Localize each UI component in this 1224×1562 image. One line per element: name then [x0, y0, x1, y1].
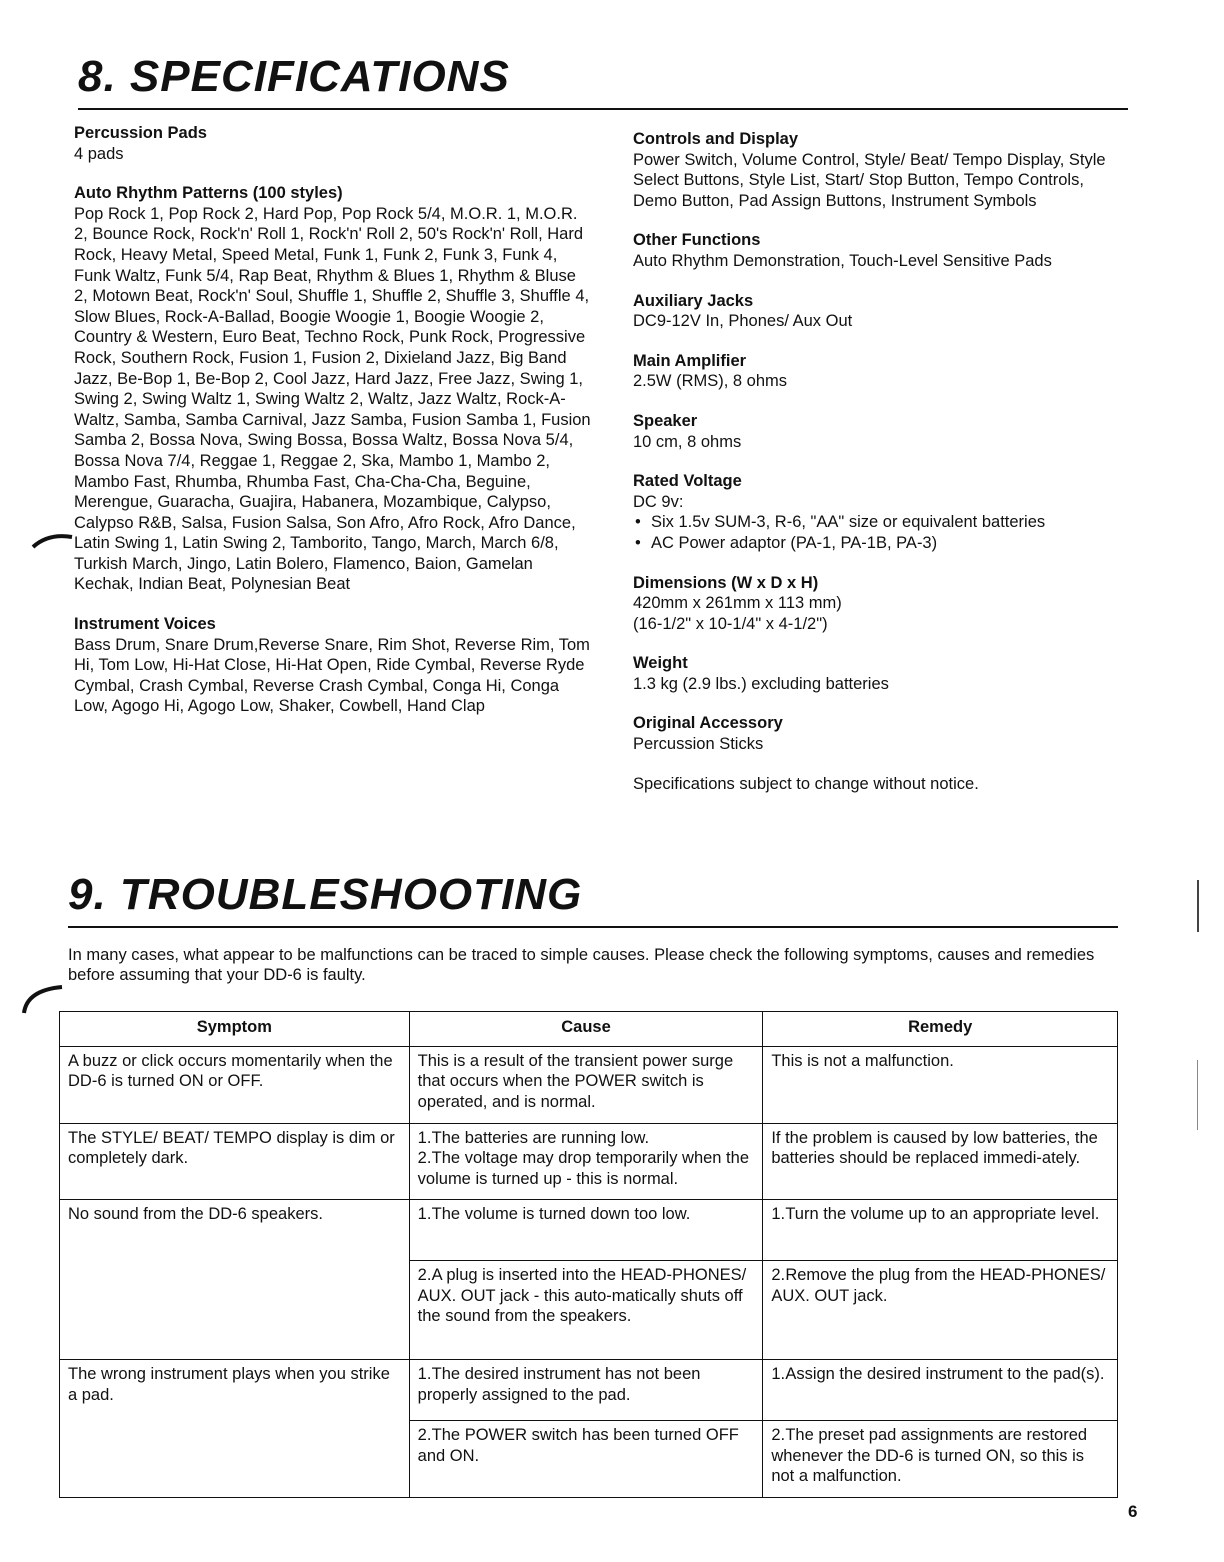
item-text: A plug is inserted into the HEAD-PHONES/ AUX. OUT jack - this auto-matically shuts off the sound from the speakers. [417, 1266, 747, 1325]
remedy-cell: If the problem is caused by low batteries, the batteries should be replaced immedi-ately. [763, 1123, 1118, 1200]
spec-notice: Specifications subject to change without notice. [633, 774, 979, 793]
spec-speaker [633, 411, 1123, 452]
spec-value: 420mm x 261mm x 113 mm) [633, 594, 842, 613]
spec-label: Auto Rhythm Patterns (100 styles) [74, 184, 343, 203]
spec-value: Percussion Sticks [633, 735, 764, 754]
table-row [60, 1046, 1118, 1123]
specs-left-column [74, 123, 594, 736]
spec-value: Power Switch, Volume Control, Style/ Beat/ Tempo Display, Style Select Buttons, Style List, Start/ Stop Button, Tempo Controls, Demo Button, Pad Assign Buttons, Instrument Symbols [633, 150, 1106, 210]
symptom-cell: No sound from the DD-6 speakers. [60, 1200, 410, 1360]
cause-cell [409, 1360, 763, 1421]
cause-cell [409, 1123, 763, 1200]
item-text: The desired instrument has not been properly assigned to the pad. [417, 1365, 701, 1404]
spec-value: DC 9v: [633, 492, 684, 511]
list-item: • Six 1.5v SUM-3, R-6, "AA" size or equivalent batteries [633, 512, 1123, 533]
specifications-heading: 8. SPECIFICATIONS [78, 52, 510, 101]
header-symptom: Symptom [60, 1012, 410, 1047]
spec-label: Controls and Display [633, 130, 799, 148]
item-text: The POWER switch has been turned OFF and ON. [417, 1426, 739, 1465]
heading-rule [78, 108, 1128, 110]
spec-label: Main Amplifier [633, 351, 747, 370]
spec-rated-voltage [633, 471, 1123, 553]
spec-percussion-pads [74, 123, 594, 164]
spec-value: DC9-12V In, Phones/ Aux Out [633, 312, 853, 331]
item-text: The batteries are running low. [431, 1128, 650, 1147]
table-header-row [60, 1012, 1118, 1047]
scan-mark-icon [18, 983, 66, 1019]
item-number: 2. [417, 1266, 432, 1284]
spec-dimensions [633, 573, 1123, 635]
remedy-cell [763, 1360, 1118, 1421]
spec-label: Instrument Voices [74, 615, 216, 634]
spec-value: 2.5W (RMS), 8 ohms [633, 372, 788, 391]
item-number: 1. [771, 1365, 786, 1383]
spec-label: Weight [633, 654, 688, 673]
spec-label: Dimensions (W x D x H) [633, 573, 819, 592]
remedy-cell [763, 1261, 1118, 1360]
remedy-cell [763, 1421, 1118, 1498]
spec-other-functions [633, 230, 1123, 271]
spec-label: Speaker [633, 411, 698, 430]
item-text: The voltage may drop temporarily when the volume is turned up - this is normal. [417, 1149, 749, 1188]
list-item: • AC Power adaptor (PA-1, PA-1B, PA-3) [633, 533, 1123, 554]
list-item [418, 1148, 755, 1189]
table-row [60, 1360, 1118, 1421]
item-number: 1. [417, 1205, 432, 1223]
item-text: The volume is turned down too low. [431, 1205, 691, 1223]
spec-label: Auxiliary Jacks [633, 291, 754, 310]
spec-main-amplifier [633, 351, 1123, 392]
specs-right-column [633, 129, 1123, 794]
item-number: 2. [771, 1266, 786, 1284]
item-text: Turn the volume up to an appropriate level. [785, 1205, 1100, 1223]
symptom-cell: The STYLE/ BEAT/ TEMPO display is dim or completely dark. [60, 1123, 410, 1200]
spec-value: 4 pads [74, 144, 124, 163]
item-number: 1. [417, 1128, 432, 1147]
item-text: Remove the plug from the HEAD-PHONES/ AUX. OUT jack. [771, 1266, 1106, 1305]
spec-value: 10 cm, 8 ohms [633, 432, 742, 451]
item-number: 2. [771, 1426, 786, 1444]
scan-edge-line [1197, 1060, 1198, 1130]
spec-label: Other Functions [633, 231, 761, 250]
table-row [60, 1200, 1118, 1261]
item-text: The preset pad assignments are restored whenever the DD-6 is turned ON, so this is not a malfunction. [771, 1426, 1088, 1485]
page-number: 6 [1128, 1502, 1138, 1521]
header-cause: Cause [409, 1012, 763, 1047]
spec-label: Original Accessory [633, 714, 783, 733]
spec-auto-rhythm-patterns [74, 183, 594, 595]
troubleshooting-heading: 9. TROUBLESHOOTING [68, 870, 583, 919]
troubleshooting-table [59, 1011, 1118, 1498]
spec-label: Percussion Pads [74, 124, 207, 142]
cause-cell [409, 1261, 763, 1360]
item-number: 1. [417, 1365, 432, 1383]
item-number: 1. [771, 1205, 786, 1223]
scan-mark-icon [30, 532, 74, 558]
cause-cell: This is a result of the transient power surge that occurs when the POWER switch is operated, and is normal. [409, 1046, 763, 1123]
spec-value: Auto Rhythm Demonstration, Touch-Level Sensitive Pads [633, 251, 1052, 270]
remedy-cell: This is not a malfunction. [763, 1046, 1118, 1123]
symptom-cell: The wrong instrument plays when you strike a pad. [60, 1360, 410, 1498]
scan-edge-line [1197, 880, 1199, 932]
header-remedy: Remedy [763, 1012, 1118, 1047]
list-item [418, 1128, 755, 1149]
spec-value: (16-1/2" x 10-1/4" x 4-1/2") [633, 614, 828, 633]
spec-instrument-voices [74, 614, 594, 717]
voltage-list [633, 512, 1123, 553]
remedy-cell [763, 1200, 1118, 1261]
item-number: 2. [417, 1149, 432, 1167]
symptom-cell: A buzz or click occurs momentarily when the DD-6 is turned ON or OFF. [60, 1046, 410, 1123]
heading-rule [68, 926, 1118, 928]
spec-original-accessory [633, 713, 1123, 754]
cause-cell [409, 1200, 763, 1261]
spec-value: Pop Rock 1, Pop Rock 2, Hard Pop, Pop Rock 5/4, M.O.R. 1, M.O.R. 2, Bounce Rock, Rock'n' Roll 1, Rock'n' Roll 2, 50's Rock'n' Roll, Hard Rock, Heavy Metal, Speed Metal, Funk 1, Funk 2, Funk 3, Funk 4, Funk Waltz, Funk 5/4, Rap Beat, Rhythm & Blues 1, Rhythm & Bluse 2, Motown Beat, Rock'n' Soul, Shuffle 1, Shuffle 2, Shuffle 3, Shuffle 4, Slow Blues, Rock-A-Ballad, Boogie Woogie 1, Boogie Woogie 2, Country & Western, Euro Beat, Techno Rock, Punk Rock, Progressive Rock, Southern Rock, Fusion 1, Fusion 2, Dixieland Jazz, Big Band Jazz, Be-Bop 1, Be-Bop 2, Cool Jazz, Hard Jazz, Free Jazz, Swing 1, Swing 2, Swing Waltz 1, Swing Waltz 2, Waltz, Jazz Waltz, Rock-A-Waltz, Samba, Samba Carnival, Jazz Samba, Fusion Samba 1, Fusion Samba 2, Bossa Nova, Swing Bossa, Bossa Waltz, Bossa Nova 5/4, Bossa Nova 7/4, Reggae 1, Reggae 2, Ska, Mambo 1, Mambo 2, Mambo Fast, Rhumba, Rhumba Fast, Cha-Cha-Cha, Beguine, Merengue, Guaracha, Guajira, Habanera, Mozambique, Calypso, Calypso R&B, Salsa, Fusion Salsa, Son Afro, Afro Rock, Afro Dance, Latin Swing 1, Latin Swing 2, Tamborito, Tango, March, March 6/8, Turkish March, Jingo, Latin Bolero, Flamenco, Baion, Gamelan Kechak, Indian Beat, Polynesian Beat [74, 204, 591, 594]
spec-value: Bass Drum, Snare Drum,Reverse Snare, Rim Shot, Reverse Rim, Tom Hi, Tom Low, Hi-Hat Close, Hi-Hat Open, Ride Cymbal, Reverse Ryde Cymbal, Crash Cymbal, Reverse Crash Cymbal, Conga Hi, Conga Low, Agogo Hi, Agogo Low, Shaker, Cowbell, Hand Clap [74, 635, 590, 716]
spec-controls-display [633, 129, 1123, 211]
cause-cell [409, 1421, 763, 1498]
item-number: 2. [417, 1426, 432, 1444]
item-text: Assign the desired instrument to the pad(s). [785, 1365, 1105, 1383]
troubleshooting-intro: In many cases, what appear to be malfunctions can be traced to simple causes. Please check the following symptoms, causes and remedies before assuming that your DD-6 is faulty. [68, 946, 1095, 984]
table-row [60, 1123, 1118, 1200]
spec-label: Rated Voltage [633, 472, 742, 491]
spec-weight [633, 653, 1123, 694]
spec-auxiliary-jacks [633, 291, 1123, 332]
spec-value: 1.3 kg (2.9 lbs.) excluding batteries [633, 674, 889, 693]
